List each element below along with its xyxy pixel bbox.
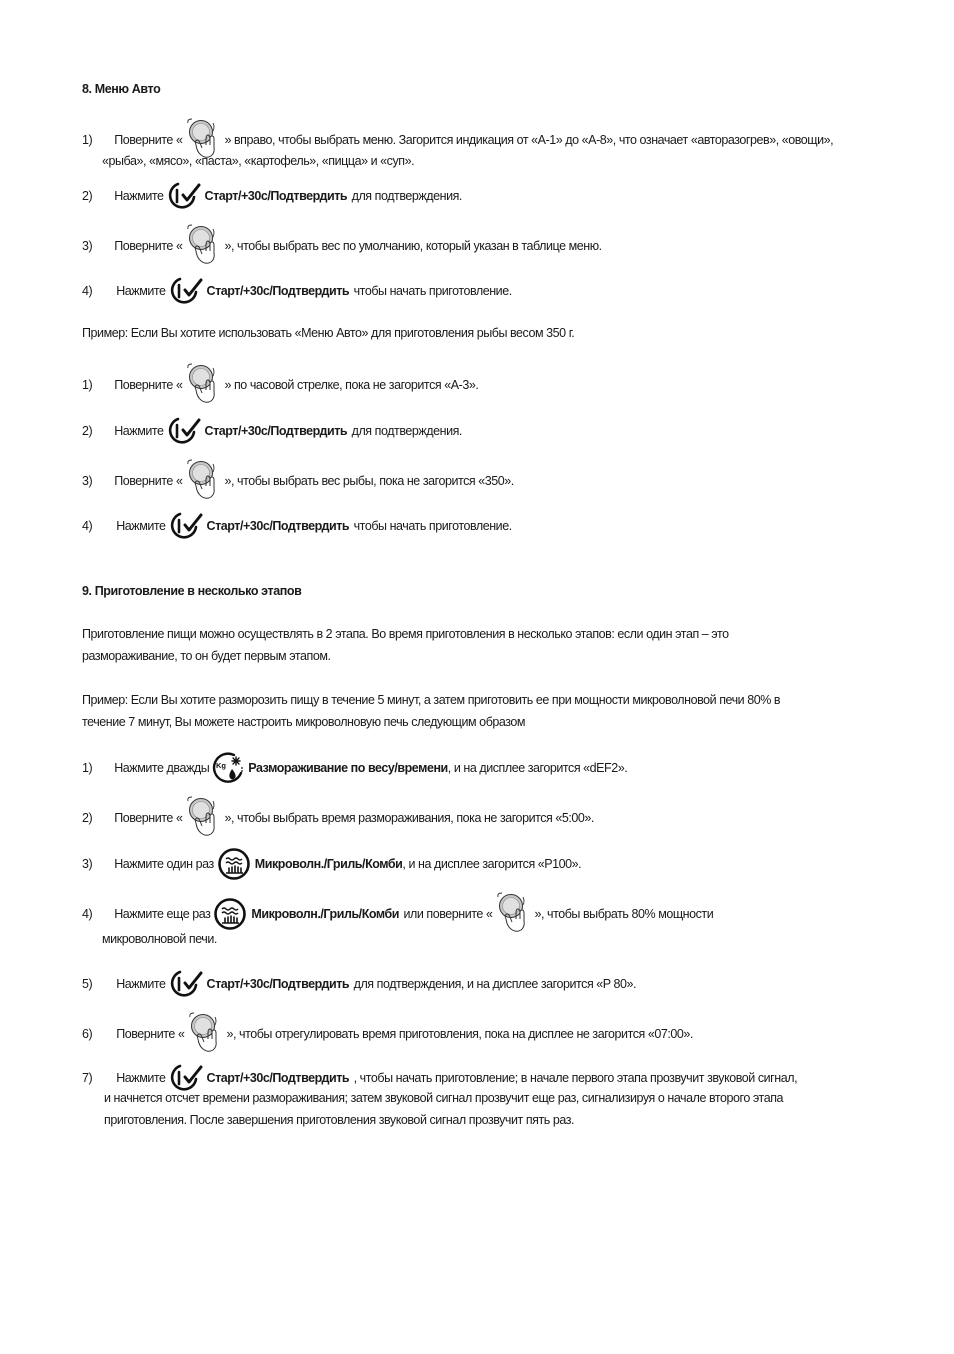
step-text: Поверните « (114, 133, 183, 147)
button-label: Старт/+30с/Подтвердить (206, 977, 350, 991)
s8-example-step-4 (82, 516, 512, 536)
s9-step-5 (82, 974, 636, 994)
s8-step-4 (82, 281, 512, 301)
button-label: Старт/+30с/Подтвердить (206, 1071, 350, 1085)
step-text: Поверните « (116, 1027, 185, 1041)
step-text: », чтобы выбрать вес рыбы, пока не загорится «350». (224, 474, 514, 488)
rotary-knob-hand-icon (184, 459, 222, 503)
step-text: », чтобы выбрать время размораживания, пока не загорится «5:00». (224, 811, 594, 825)
s9-step-4 (82, 904, 713, 924)
step-number: 1) (82, 133, 93, 147)
start-confirm-icon (168, 276, 204, 306)
step-number: 4) (82, 284, 93, 298)
s8-example: Пример: Если Вы хотите использовать «Меню Авто» для приготовления рыбы весом 350 г. (82, 326, 575, 340)
step-text: Нажмите дважды (114, 761, 210, 775)
step-number: 5) (82, 977, 93, 991)
step-text: для подтверждения, и на дисплее загорится «P 80». (353, 977, 637, 991)
step-text: Поверните « (114, 378, 183, 392)
step-number: 2) (82, 189, 93, 203)
step-text: чтобы начать приготовление. (353, 519, 512, 533)
step-text: Поверните « (114, 811, 183, 825)
step-text: , и на дисплее загорится «P100». (402, 857, 582, 871)
button-label: Микроволн./Гриль/Комби (251, 907, 400, 921)
button-label: Старт/+30с/Подтвердить (204, 189, 348, 203)
section-8-heading: 8. Меню Авто (82, 82, 161, 96)
start-confirm-icon (168, 969, 204, 999)
s9-paragraph-1-line-1: Приготовление пищи можно осуществлять в 2 этапа. Во время приготовления в несколько этапов: если один этап – это (82, 627, 729, 641)
step-text: , и на дисплее загорится «dEF2». (447, 761, 628, 775)
step-text: Поверните « (114, 474, 183, 488)
button-label: Микроволн./Гриль/Комби (254, 857, 403, 871)
step-text: чтобы начать приготовление. (353, 284, 512, 298)
step-text: Нажмите (114, 424, 164, 438)
s8-example-step-1 (82, 375, 478, 395)
s8-example-step-2 (82, 421, 462, 441)
s9-paragraph-2-line-1: Пример: Если Вы хотите разморозить пищу в течение 5 минут, а затем приготовить ее при мощности микроволновой печи 80% в (82, 693, 781, 707)
start-confirm-icon (168, 1063, 204, 1093)
step-text: Нажмите один раз (114, 857, 214, 871)
s9-paragraph-2-line-2: течение 7 минут, Вы можете настроить микроволновую печь следующим образом (82, 715, 526, 729)
s9-step-7 (82, 1068, 797, 1088)
button-label: Размораживание по весу/времени (248, 761, 448, 775)
step-text: » вправо, чтобы выбрать меню. Загорится индикация от «А-1» до «А-8», что означает «авторазогрев», «овощи», (224, 133, 834, 147)
step-number: 1) (82, 761, 93, 775)
s9-paragraph-1-line-2: размораживание, то он будет первым этапом. (82, 649, 331, 663)
rotary-knob-hand-icon (184, 224, 222, 268)
step-number: 6) (82, 1027, 93, 1041)
s9-step-3 (82, 854, 581, 874)
step-number: 1) (82, 378, 93, 392)
s8-step-3 (82, 236, 602, 256)
step-number: 3) (82, 239, 93, 253)
rotary-knob-hand-icon (184, 796, 222, 840)
step-text: Нажмите (116, 284, 166, 298)
s9-step-1 (82, 758, 627, 778)
s8-step-1-cont: «рыба», «мясо», «паста», «картофель», «пицца» и «суп». (102, 154, 415, 168)
microwave-grill-combi-icon (212, 897, 248, 931)
s9-step-2 (82, 808, 594, 828)
step-text: Нажмите (116, 519, 166, 533)
step-number: 2) (82, 424, 93, 438)
step-text: или поверните « (403, 907, 493, 921)
rotary-knob-hand-icon (184, 363, 222, 407)
step-text: Нажмите (116, 1071, 166, 1085)
button-label: Старт/+30с/Подтвердить (206, 284, 350, 298)
step-number: 4) (82, 519, 93, 533)
s8-step-2 (82, 186, 462, 206)
button-label: Старт/+30с/Подтвердить (206, 519, 350, 533)
step-text: Нажмите еще раз (114, 907, 211, 921)
start-confirm-icon (166, 416, 202, 446)
rotary-knob-hand-icon (186, 1012, 224, 1056)
step-number: 3) (82, 474, 93, 488)
step-number: 4) (82, 907, 93, 921)
button-label: Старт/+30с/Подтвердить (204, 424, 348, 438)
step-text: Поверните « (114, 239, 183, 253)
section-9-heading: 9. Приготовление в несколько этапов (82, 584, 302, 598)
step-text: Нажмите (116, 977, 166, 991)
microwave-grill-combi-icon (216, 847, 252, 881)
step-number: 2) (82, 811, 93, 825)
s9-step-7-cont-1: и начнется отсчет времени размораживания; затем звуковой сигнал прозвучит еще раз, сигнализируя о начале второго этапа (104, 1091, 784, 1105)
step-number: 7) (82, 1071, 93, 1085)
defrost-weight-time-icon (211, 751, 245, 785)
step-text: , чтобы начать приготовление; в начале первого этапа прозвучит звуковой сигнал, (353, 1071, 798, 1085)
step-text: Нажмите (114, 189, 164, 203)
start-confirm-icon (166, 181, 202, 211)
s9-step-6 (82, 1024, 693, 1044)
s9-step-7-cont-2: приготовления. После завершения приготовления звуковой сигнал прозвучит пять раз. (104, 1113, 574, 1127)
step-text: », чтобы выбрать вес по умолчанию, который указан в таблице меню. (224, 239, 602, 253)
s9-step-4-cont: микроволновой печи. (102, 932, 217, 946)
s8-step-1 (82, 130, 833, 150)
step-text: » по часовой стрелке, пока не загорится «А-3». (224, 378, 479, 392)
step-text: для подтверждения. (351, 424, 462, 438)
step-number: 3) (82, 857, 93, 871)
step-text: », чтобы выбрать 80% мощности (534, 907, 714, 921)
s8-example-step-3 (82, 471, 514, 491)
start-confirm-icon (168, 511, 204, 541)
step-text: для подтверждения. (351, 189, 462, 203)
rotary-knob-hand-icon (494, 892, 532, 936)
step-text: », чтобы отрегулировать время приготовления, пока на дисплее не загорится «07:00». (226, 1027, 693, 1041)
